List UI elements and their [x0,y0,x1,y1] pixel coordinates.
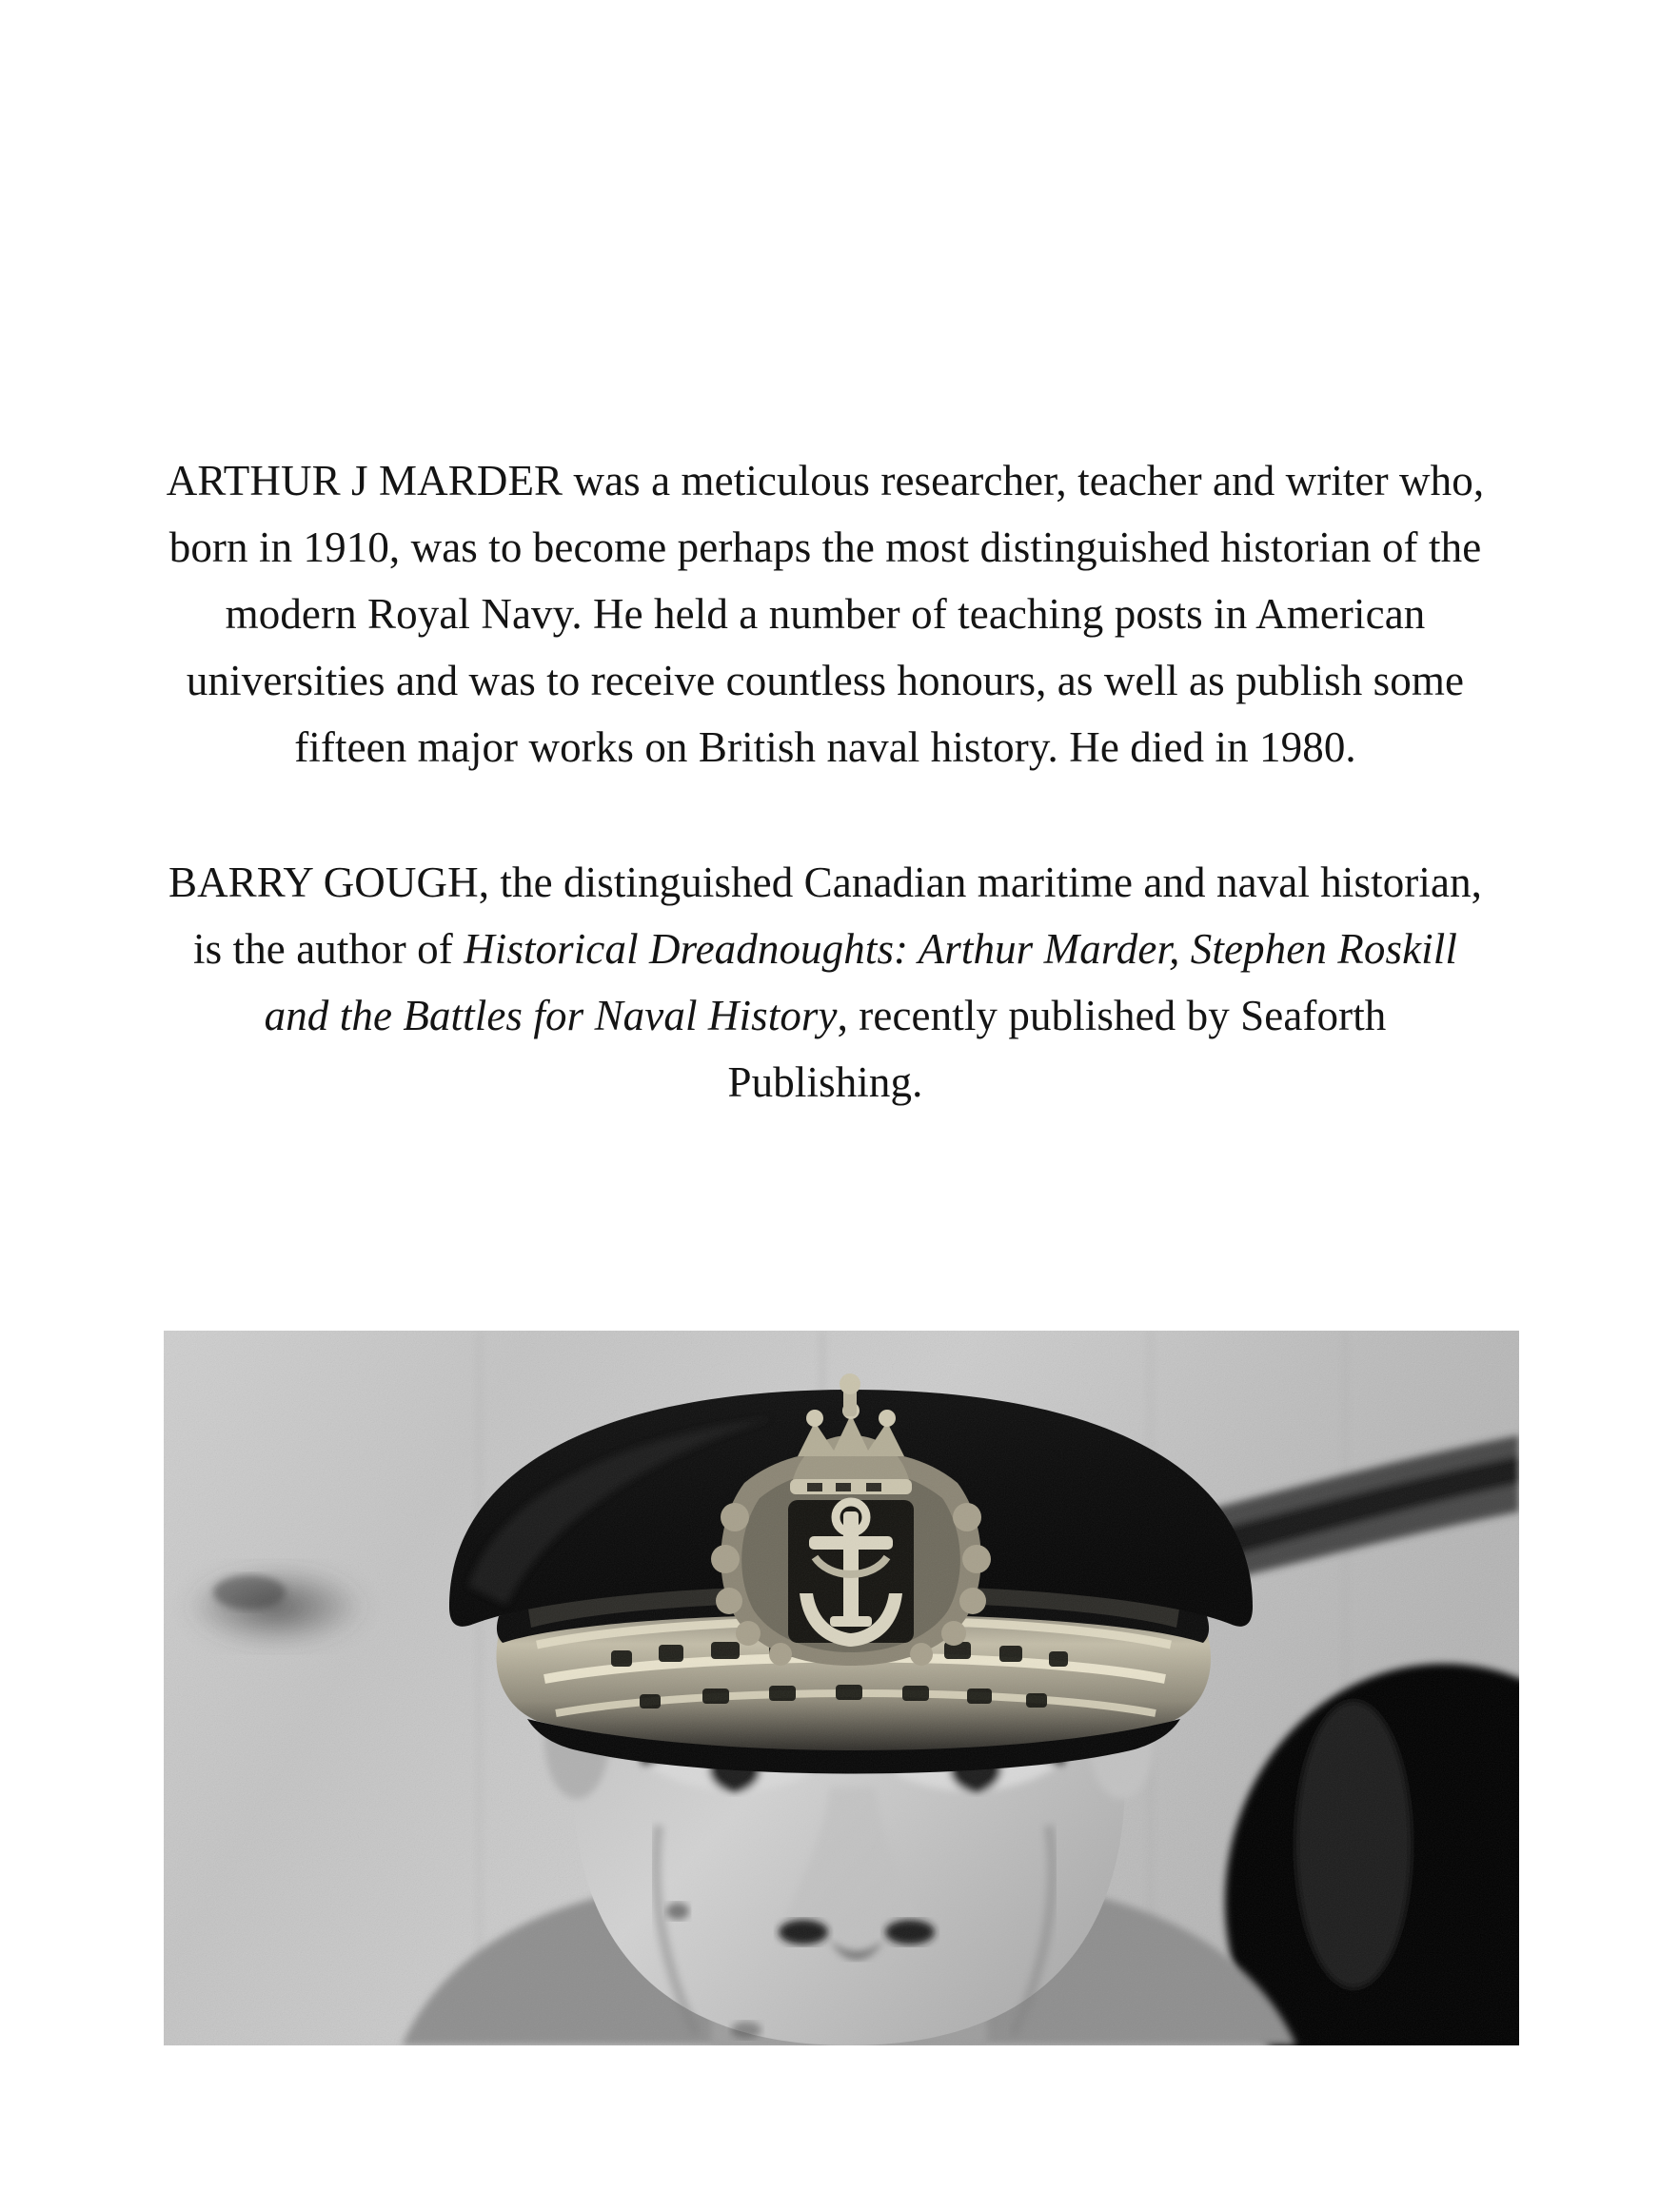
book-title-historical-dreadnoughts: Historical Dreadnoughts: Arthur Marder, Stephen Roskill and the Battles for Naval History [264,925,1457,1039]
author-name-marder: ARTHUR J MARDER [166,457,563,504]
bio-body-marder: was a meticulous researcher, teacher and writer who, born in 1910, was to become perhaps the most distinguished historian of the modern Royal Navy. He held a number of teaching posts in American universities and was to receive countless honours, as well as publish some fifteen major works on British naval history. He died in 1980. [168,457,1485,771]
bio-body-gough-after: , recently published by Seaforth Publishing. [727,992,1387,1106]
bio-body-gough-before: , the distinguished Canadian maritime and naval historian, is the author of [193,859,1483,973]
bio-paragraph-marder [164,447,1487,780]
bio-paragraph-gough [164,849,1487,1116]
royal-navy-officer-photo [164,1331,1519,2045]
photo-illustration [164,1331,1519,2045]
about-the-author-text [164,447,1487,1116]
author-name-gough: BARRY GOUGH [168,859,479,906]
